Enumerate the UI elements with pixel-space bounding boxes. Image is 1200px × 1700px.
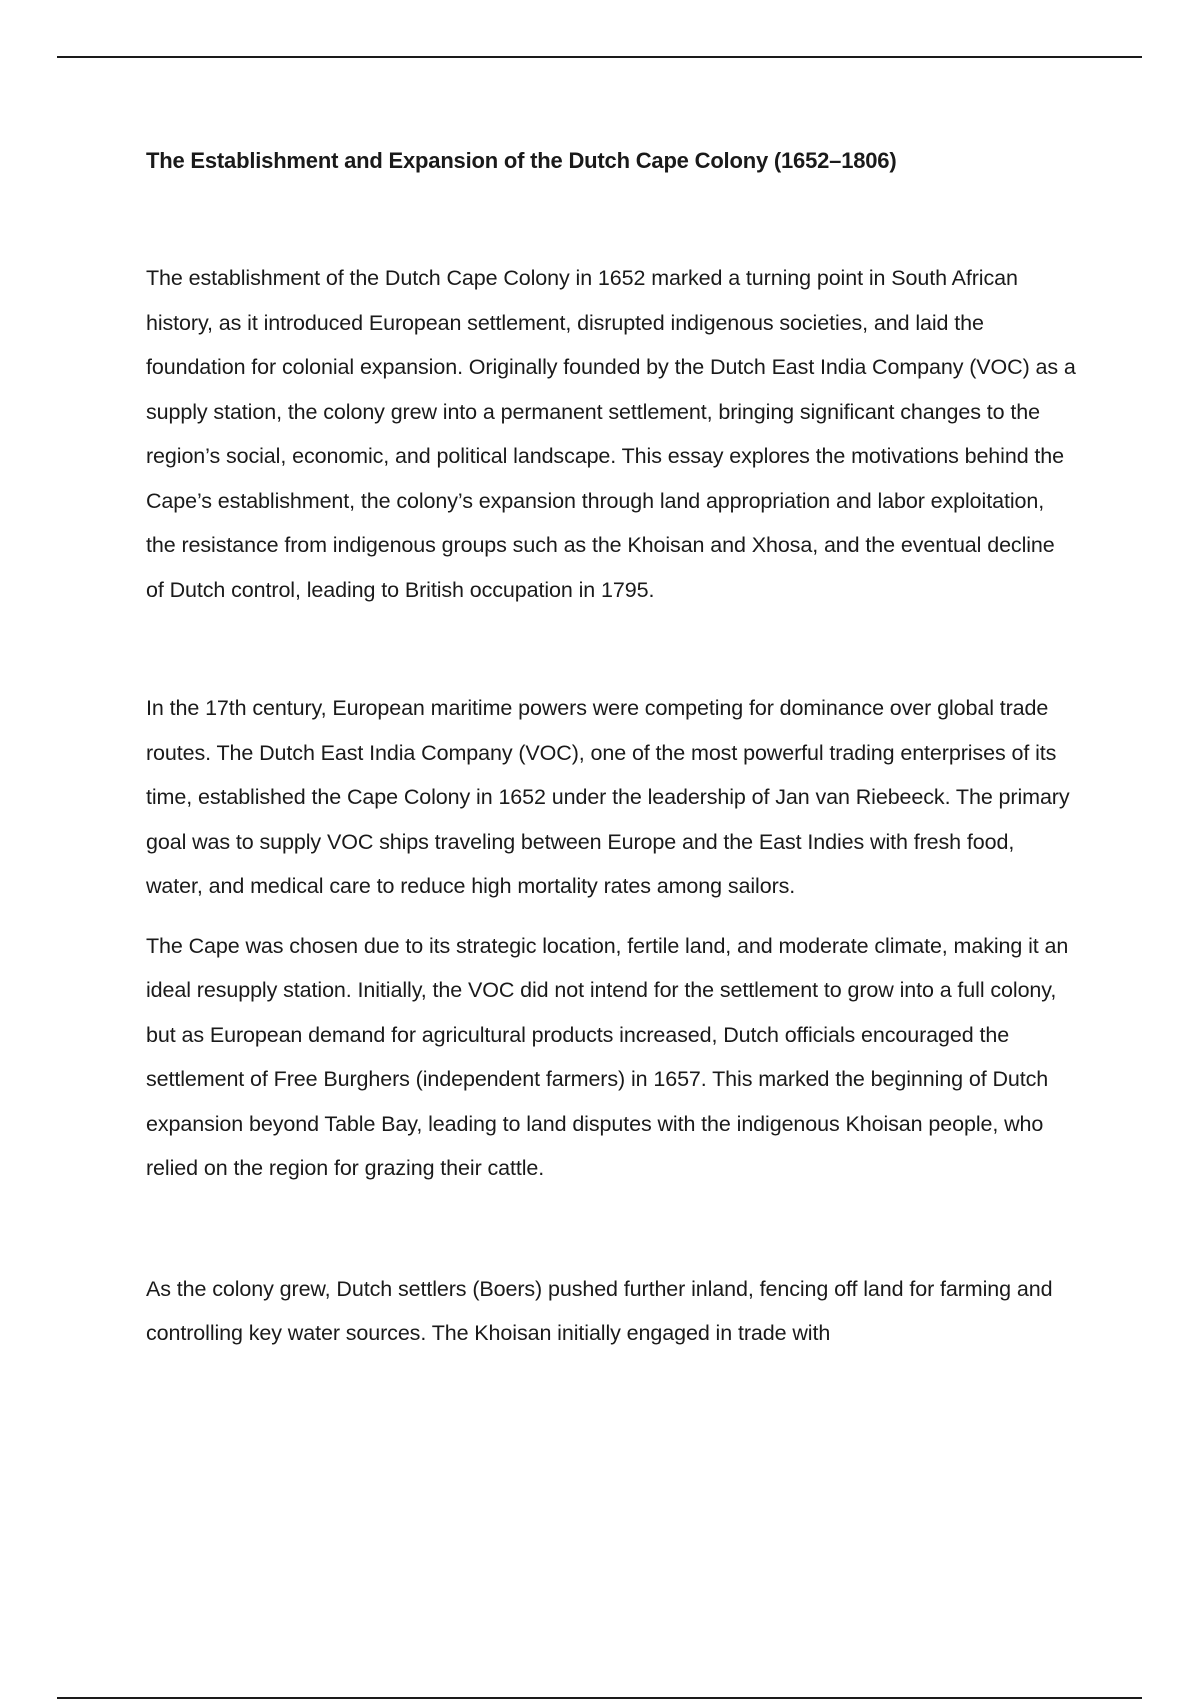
paragraph-introduction: The establishment of the Dutch Cape Colony in 1652 marked a turning point in South African history, as it introduced European settlement, disrupted indigenous societies, and laid the foundation for colonial expansion. Originally founded by the Dutch East India Company (VOC) as a supply station, the colony grew into a permanent settlement, bringing significant changes to the region’s social, economic, and political landscape. This essay explores the motivations behind the Cape’s establishment, the colony’s expansion through land appropriation and labor exploitation, the resistance from indigenous groups such as the Khoisan and Xhosa, and the eventual decline of Dutch control, leading to British occupation in 1795. bbox=[146, 266, 1076, 602]
paragraph-location: The Cape was chosen due to its strategic location, fertile land, and moderate climate, making it an ideal resupply station. Initially, the VOC did not intend for the settlement to grow into a full colony, but as European demand for agricultural products increased, Dutch officials encouraged the settlement of Free Burghers (independent farmers) in 1657. This marked the beginning of Dutch expansion beyond Table Bay, leading to land disputes with the indigenous Khoisan people, who relied on the region for grazing their cattle. bbox=[146, 933, 1069, 1180]
document-title: The Establishment and Expansion of the Dutch Cape Colony (1652–1806) bbox=[146, 148, 897, 173]
top-divider bbox=[57, 56, 1142, 58]
document-body bbox=[146, 146, 1076, 1356]
bottom-divider bbox=[57, 1697, 1142, 1699]
paragraph-expansion: As the colony grew, Dutch settlers (Boers) pushed further inland, fencing off land for farming and controlling key water sources. The Khoisan initially engaged in trade with bbox=[146, 1276, 1053, 1345]
paragraph-founding: In the 17th century, European maritime powers were competing for dominance over global trade routes. The Dutch East India Company (VOC), one of the most powerful trading enterprises of its time, established the Cape Colony in 1652 under the leadership of Jan van Riebeeck. The primary goal was to supply VOC ships traveling between Europe and the East Indies with fresh food, water, and medical care to reduce high mortality rates among sailors. bbox=[146, 696, 1070, 898]
